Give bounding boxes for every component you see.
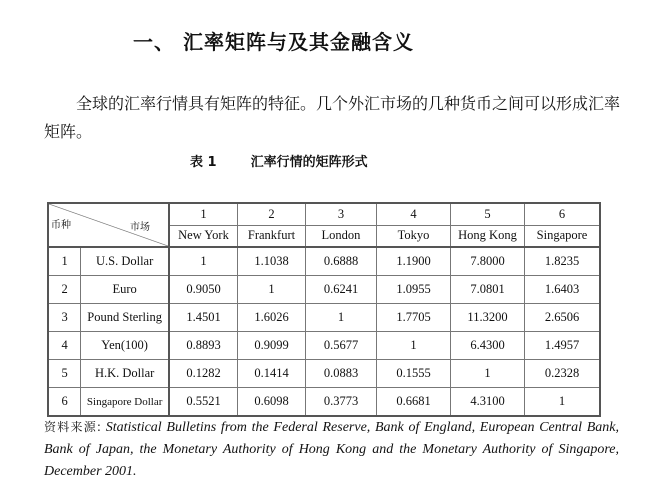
rate-cell: 11.3200 (451, 304, 525, 332)
rate-cell: 0.1414 (238, 360, 306, 388)
rate-cell: 1.0955 (377, 276, 451, 304)
market-number: 5 (451, 203, 525, 225)
source-text: Statistical Bulletins from the Federal Reserve, Bank of England, European Central Bank, Bank of Japan, the Monetary Authority of Hong Kong and the Monetary Authority of Singapore, December 2001. (44, 420, 619, 479)
rate-cell: 1 (525, 388, 601, 417)
rate-cell: 0.5521 (169, 388, 238, 417)
currency-name: Euro (81, 276, 169, 304)
body-paragraph: 全球的汇率行情具有矩阵的特征。几个外汇市场的几种货币之间可以形成汇率矩阵。 (44, 94, 621, 141)
market-number: 4 (377, 203, 451, 225)
table-row (48, 360, 600, 388)
rate-cell: 1.7705 (377, 304, 451, 332)
table-caption (190, 151, 402, 170)
rate-cell: 0.0883 (306, 360, 377, 388)
rate-cell: 1 (451, 360, 525, 388)
row-number: 3 (48, 304, 81, 332)
rate-cell: 1.8235 (525, 247, 601, 276)
rate-cell: 0.6888 (306, 247, 377, 276)
rate-cell: 1 (169, 247, 238, 276)
market-name: Tokyo (377, 225, 451, 247)
rate-cell: 1.6403 (525, 276, 601, 304)
rate-cell: 7.0801 (451, 276, 525, 304)
rate-cell: 4.3100 (451, 388, 525, 417)
table-title: 汇率行情的矩阵形式 (250, 155, 368, 170)
rate-cell: 0.8893 (169, 332, 238, 360)
rate-cell: 0.2328 (525, 360, 601, 388)
corner-cell (48, 203, 169, 247)
row-number: 6 (48, 388, 81, 417)
rate-cell: 0.6241 (306, 276, 377, 304)
market-number: 1 (169, 203, 238, 225)
exchange-rate-matrix (47, 202, 601, 417)
rate-cell: 0.6681 (377, 388, 451, 417)
market-name: Singapore (525, 225, 601, 247)
table-number: 表 1 (190, 155, 217, 170)
corner-currency-label: 币种 (51, 220, 71, 231)
rate-cell: 6.4300 (451, 332, 525, 360)
market-name: Hong Kong (451, 225, 525, 247)
row-number: 4 (48, 332, 81, 360)
table-row (48, 388, 600, 417)
table-row (48, 247, 600, 276)
market-name: New York (169, 225, 238, 247)
market-number: 6 (525, 203, 601, 225)
market-number: 2 (238, 203, 306, 225)
rate-cell: 0.9099 (238, 332, 306, 360)
market-number: 3 (306, 203, 377, 225)
rate-cell: 0.1282 (169, 360, 238, 388)
market-name: London (306, 225, 377, 247)
table-row (48, 276, 600, 304)
table-row (48, 332, 600, 360)
rate-cell: 2.6506 (525, 304, 601, 332)
row-number: 2 (48, 276, 81, 304)
row-number: 1 (48, 247, 81, 276)
rate-cell: 0.9050 (169, 276, 238, 304)
rate-cell: 1 (306, 304, 377, 332)
rate-cell: 1.4501 (169, 304, 238, 332)
currency-name: Yen(100) (81, 332, 169, 360)
source-note (44, 416, 619, 483)
section-heading: 一、 汇率矩阵与及其金融含义 (133, 30, 414, 54)
rate-cell: 0.1555 (377, 360, 451, 388)
rate-cell: 1.1900 (377, 247, 451, 276)
currency-name: U.S. Dollar (81, 247, 169, 276)
rate-cell: 7.8000 (451, 247, 525, 276)
currency-name: Singapore Dollar (81, 388, 169, 417)
market-name: Frankfurt (238, 225, 306, 247)
rate-cell: 0.5677 (306, 332, 377, 360)
rate-cell: 0.6098 (238, 388, 306, 417)
rate-cell: 1 (238, 276, 306, 304)
rate-cell: 1 (377, 332, 451, 360)
rate-cell: 1.4957 (525, 332, 601, 360)
table-row (48, 304, 600, 332)
corner-market-label: 市场 (130, 222, 150, 233)
rate-cell: 1.6026 (238, 304, 306, 332)
rate-cell: 1.1038 (238, 247, 306, 276)
currency-name: H.K. Dollar (81, 360, 169, 388)
currency-name: Pound Sterling (81, 304, 169, 332)
source-label: 资料来源: (44, 420, 101, 434)
rate-cell: 0.3773 (306, 388, 377, 417)
row-number: 5 (48, 360, 81, 388)
